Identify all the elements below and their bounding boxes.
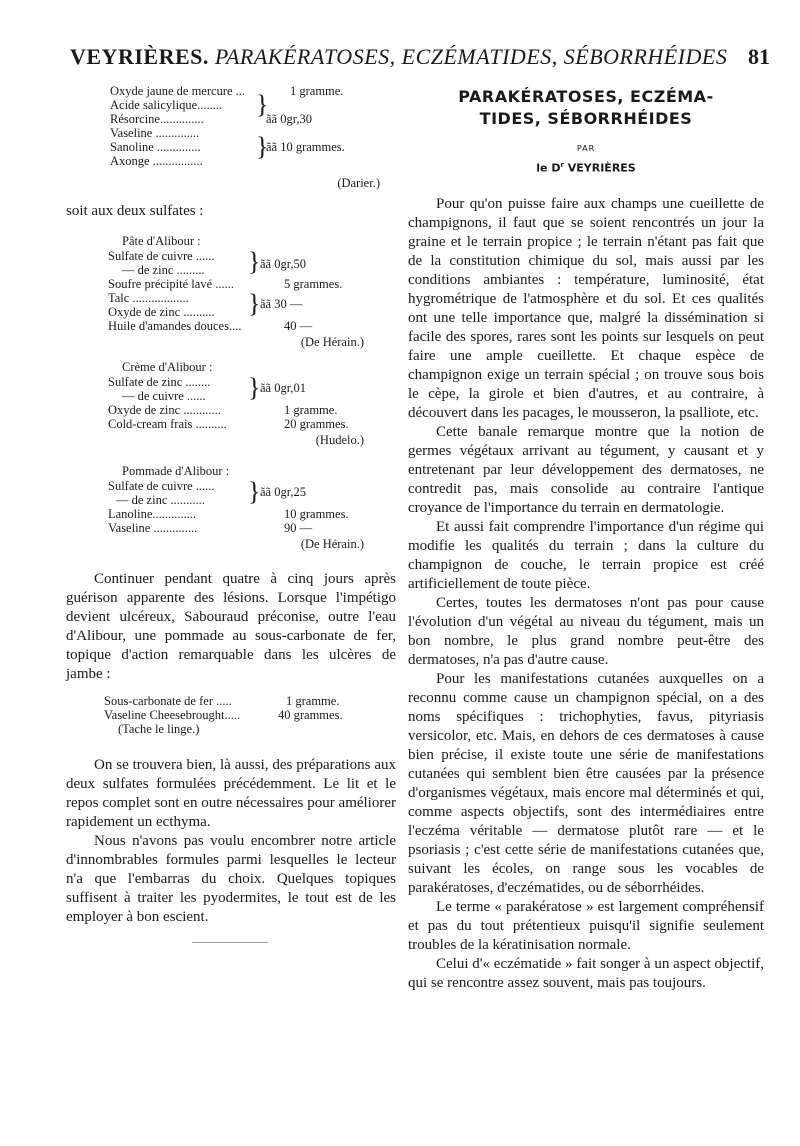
header-author: VEYRIÈRES.	[70, 44, 209, 69]
formula-row: Résorcine.............. ãã 0gr,30	[110, 112, 313, 126]
page-number: 81	[748, 44, 770, 69]
formula-row: Oxyde jaune de mercure ... 1 gramme.	[110, 84, 344, 98]
running-header	[70, 44, 770, 78]
formula-creme-alibour	[108, 360, 364, 447]
header-title: PARAKÉRATOSES, ECZÉMATIDES, SÉBORRHÉIDES	[214, 44, 728, 69]
formula-title: Pâte d'Alibour :	[122, 234, 201, 248]
article-title-line2: TIDES, SÉBORRHÉIDES	[479, 109, 693, 128]
right-column	[408, 84, 764, 1084]
formula-row: Soufre précipité lavé ...... 5 grammes.	[108, 277, 343, 291]
formula-title: Pommade d'Alibour :	[122, 464, 230, 478]
formula-row: Sous-carbonate de fer ..... 1 gramme.	[104, 694, 340, 708]
paragraph: Et aussi fait comprendre l'importance d'un régime qui modifie les qualités du terrain ; dans la culture du champignon de couche, le terrain propice est créé artificiellement de toute pièce.	[408, 518, 764, 592]
attribution: (De Hérain.)	[300, 537, 364, 551]
formula-row: Oxyde de zinc ............ 1 gramme.	[108, 403, 338, 417]
paragraph: Cette banale remarque montre que la notion de germes végétaux arrivant au tégument, y causant et y entretenant par leur développement des dermatoses, ne contredit pas, mais consolide au contraire l'antique croyance de l'importance du terrain en dermatologie.	[408, 423, 764, 516]
formula-row: Sulfate de cuivre ......	[108, 249, 215, 263]
article-title-line1: PARAKÉRATOSES, ECZÉMA-	[458, 87, 714, 106]
brace: }	[248, 247, 261, 276]
running-title	[70, 44, 727, 70]
formula-darier	[110, 84, 380, 190]
formula-row: Huile d'amandes douces.... 40 —	[108, 319, 313, 333]
brace: }	[248, 373, 261, 402]
paragraph: On se trouvera bien, là aussi, des préparations aux deux sulfates formulées précédemment. Le lit et le repos complet sont en outre nécessaires pour améliorer rapidement un ecthyma.	[66, 757, 396, 830]
formula-pommade-alibour	[108, 464, 364, 551]
left-column	[66, 84, 396, 1084]
brace: }	[248, 289, 261, 318]
formula-row: Sulfate de zinc ........ ãã 0gr,01	[108, 375, 307, 395]
separator-rule	[192, 942, 268, 943]
formula-row: Sanoline .............. ãã 10 grammes.	[110, 140, 345, 154]
brace: }	[248, 477, 261, 506]
formula-row: Cold-cream frais .......... 20 grammes.	[108, 417, 349, 431]
paragraph: Le terme « parakératose » est largement compréhensif et pas du tout prétentieux puisqu'il signifie seulement troubles de la kératinisation normale.	[408, 898, 764, 953]
formula-row: — de cuivre ......	[122, 389, 206, 403]
formula-row: (Tache le linge.)	[118, 722, 200, 736]
formula-row: Vaseline ..............	[110, 126, 200, 140]
formula-row: Acide salicylique........	[110, 98, 223, 112]
brace: }	[256, 90, 269, 119]
paragraph: Celui d'« eczématide » fait songer à un aspect objectif, qui se rencontre assez souvent, mais pas toujours.	[408, 955, 764, 991]
formula-title: Crème d'Alibour :	[122, 360, 213, 374]
formula-row: Vaseline .............. 90 —	[108, 521, 313, 535]
formula-row: Lanoline.............. 10 grammes.	[108, 507, 349, 521]
formula-row: Axonge ................	[110, 154, 203, 168]
byline-par: PAR	[576, 144, 596, 153]
formula-sous-carbonate	[104, 694, 374, 736]
byline-author: le $D^r$ VEYRIÈRES	[536, 161, 636, 175]
formula-row: Oxyde de zinc ..........	[108, 305, 215, 319]
paragraph: Nous n'avons pas voulu encombrer notre article d'innombrables formules parmi lesquelles le lecteur n'a que l'embarras du choix. Quelques topiques suffisent à traiter les pyodermites, le tout est de les employer à bon escient.	[66, 833, 396, 925]
brace: }	[256, 132, 269, 161]
paragraph: Continuer pendant quatre à cinq jours après guérison apparente des lésions. Lorsque l'impétigo devient ulcéreux, Sabouraud préconise, outre l'eau d'Alibour, une pommade au sous-carbonate de fer, topique d'action remarquable dans les ulcères de jambe :	[66, 571, 396, 682]
article-body	[408, 195, 764, 993]
formula-row: Sulfate de cuivre ...... ãã 0gr,25	[108, 479, 307, 499]
paragraph: Pour qu'on puisse faire aux champs une cueillette de champignons, il faut que se soient rencontrés un jour la graine et le terrain propice ; le terrain n'étant pas fait que de la constitution chimique du sol, mais aussi par les conditions ambiantes : température, luminosité, état hygrométrique de l'atmosphère et du sol. Et ces qualités ont une telle importance que, malgré la dissémination si facile des spores, rares sont les points sur lesquels on peut faire une ample cueillette. Et chaque espèce de champignon exige un terrain spécial ; on trouve sous bois le cèpe, la girole et bien d'autres, et au contraire, à découvert dans les pacages, le mousseron, la psalliote, etc.	[408, 195, 764, 421]
formula-row: — de zinc ...........	[116, 493, 205, 507]
paragraph: Certes, toutes les dermatoses n'ont pas pour cause l'évolution d'un végétal au niveau du tégument, mais un bon nombre, le plus grand nombre peut-être des dermatoses, n'a pas d'autre cause.	[408, 594, 764, 668]
paragraph: Pour les manifestations cutanées auxquelles on a reconnu comme cause un champignon spécial, on a des noms spécifiques : trichophyties, favus, pityriasis versicolor, etc. Mais, en dehors de ces dermatoses à cause bien précise, il existe toute une série de manifestations cutanées qui semblent bien être causées par la présence d'organismes végétaux, mais encore mal déterminés et qui, comme aspects objectifs, sont des intermédiaires entre l'eczéma véritable — dermatose plutôt rare — et le psoriasis ; c'est cette série de manifestations cutanées que, suivant les écoles, on range sous les vocables de parakératoses, d'eczématides, ou de séborrhéides.	[408, 670, 764, 896]
formula-row: — de zinc ......... ãã 0gr,50	[122, 257, 307, 277]
formula-row: Talc .................. ãã 30 —	[108, 291, 303, 311]
attribution: (Darier.)	[337, 176, 380, 190]
formula-intro: soit aux deux sulfates :	[66, 203, 204, 219]
formula-row: Vaseline Cheesebrought..... 40 grammes.	[104, 708, 343, 722]
attribution: (Hudelo.)	[315, 433, 364, 447]
formula-pate-alibour	[108, 234, 364, 349]
attribution: (De Hérain.)	[300, 335, 364, 349]
